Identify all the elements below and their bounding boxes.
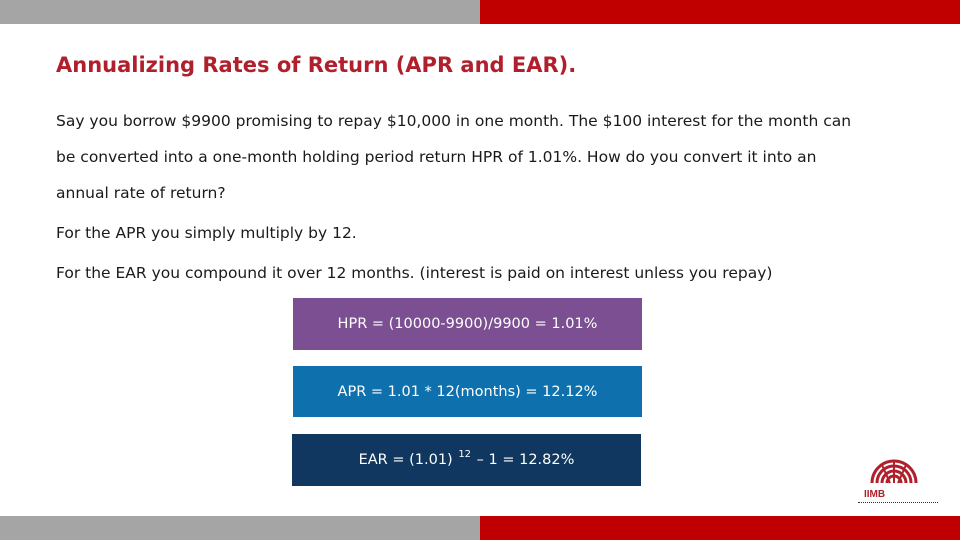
bottom-red-bar <box>480 516 960 540</box>
iimb-logo-text: IIMB <box>864 489 886 500</box>
hpr-formula-box <box>293 298 642 350</box>
paragraph-1-line-3: annual rate of return? <box>56 184 226 202</box>
paragraph-2: For the APR you simply multiply by 12. <box>56 224 357 242</box>
hpr-formula-text: HPR = (10000-9900)/9900 = 1.01% <box>337 316 598 332</box>
top-gray-bar <box>0 0 480 24</box>
apr-formula-text: APR = 1.01 * 12(months) = 12.12% <box>337 383 598 400</box>
iimb-logo <box>846 449 942 505</box>
paragraph-1-line-1: Say you borrow $9900 promising to repay $10,000 in one month. The $100 interest for the month can <box>56 112 852 130</box>
ear-formula-prefix: EAR = (1.01) <box>358 452 453 468</box>
paragraph-3: For the EAR you compound it over 12 months. (interest is paid on interest unless you repay) <box>56 264 773 282</box>
paragraph-1-line-2: be converted into a one-month holding period return HPR of 1.01%. How do you convert it into an <box>56 148 817 166</box>
top-red-bar <box>480 0 960 24</box>
apr-formula-box <box>293 366 642 417</box>
ear-formula-suffix: – 1 = 12.82% <box>476 452 575 468</box>
ear-formula-exponent: 12 <box>458 448 472 460</box>
bottom-gray-bar <box>0 516 480 540</box>
iimb-logo-emblem-icon <box>846 449 942 493</box>
slide-title: Annualizing Rates of Return (APR and EAR). <box>56 53 577 77</box>
logo-motto-script <box>858 499 938 503</box>
ear-formula-box <box>292 434 641 486</box>
